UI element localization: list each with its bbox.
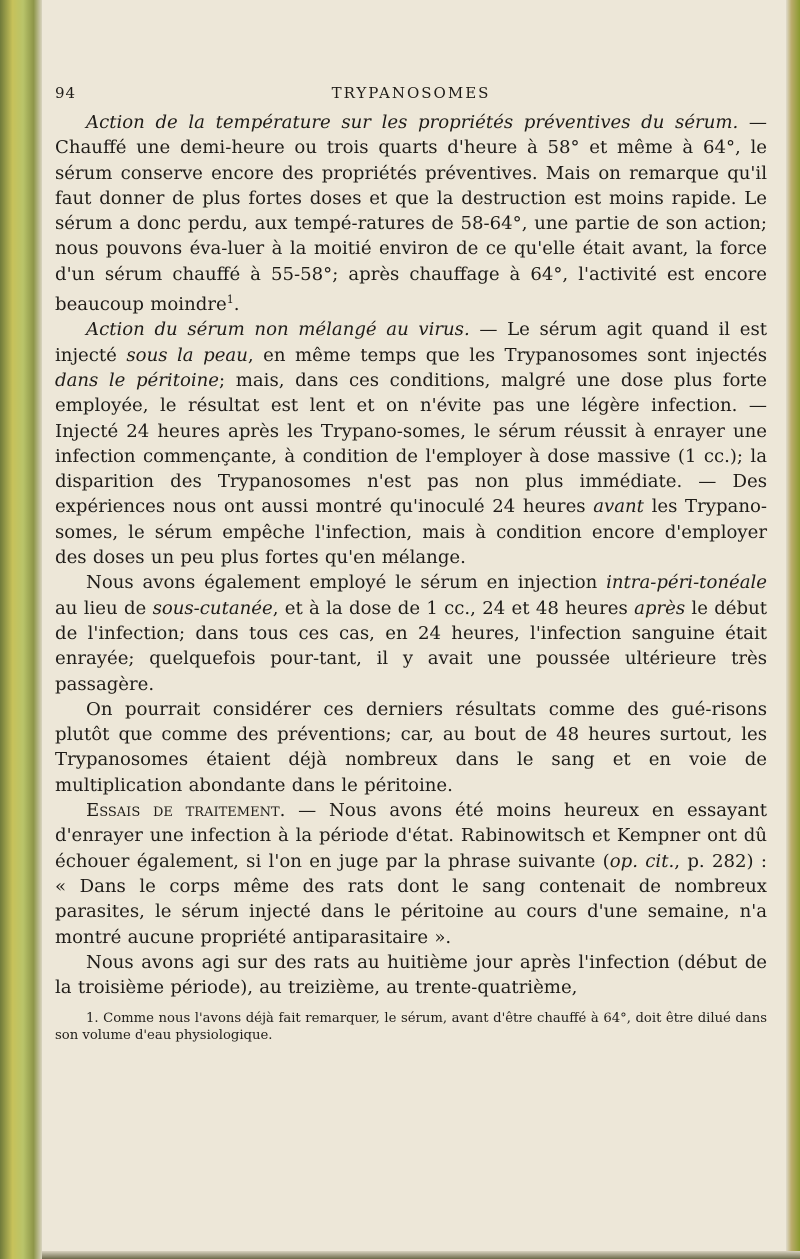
footnote: 1. Comme nous l'avons déjà fait remarquer, le sérum, avant d'être chauffé à 64°, doit être dilué dans son volume d'eau physiologique. [55, 1011, 767, 1044]
emphasis: intra-péri-tonéale [606, 572, 767, 594]
paragraph-text: On pourrait considérer ces derniers résultats comme des gué-risons plutôt que comme des préventions; car, au bout de 48 heures surtout, les Trypanosomes étaient déjà nombreux dans le sang et en voie de multiplication abondante dans le péritoine. [55, 698, 767, 796]
paragraph-intraperitoneal [55, 570, 767, 696]
emphasis: après [634, 597, 686, 619]
paragraph-rats [55, 950, 767, 1001]
paragraph-text: , p. 282) : « Dans le corps même des rats dont le sang contenait de nombreux parasites, le sérum injecté dans le péritoine au cours d'une semaine, n'a montré aucune propriété antiparasitaire ». [55, 850, 768, 948]
emphasis: dans le péritoine [55, 370, 220, 391]
footnotes [55, 1010, 767, 1044]
emphasis: avant [593, 496, 644, 518]
paragraph-text: , et à la dose de 1 cc., 24 et 48 heures [272, 597, 635, 619]
page-header [55, 84, 767, 110]
emphasis: sous-cutanée [152, 597, 273, 619]
paragraph-cures [55, 697, 767, 798]
body-text [55, 110, 767, 1000]
section-lead: Essais de traitement. [86, 800, 286, 822]
paragraph-text: au lieu de [55, 597, 153, 619]
emphasis: sous la peau [126, 344, 248, 366]
book-spine-edge [0, 0, 42, 1259]
paragraph-temperature [55, 110, 767, 317]
paragraph-text: , en même temps que les Trypanosomes sont injectés [247, 344, 767, 366]
paragraph-text: Nous avons également employé le sérum en injection [86, 572, 607, 594]
page-bottom-edge [42, 1251, 800, 1259]
paragraph-text: les Trypano-somes, le sérum empêche l'infection, mais à condition encore d'employer des doses un peu plus fortes qu'en mélange. [55, 496, 767, 569]
paragraph-text: le début de l'infection; dans tous ces cas, en 24 heures, l'infection sanguine était enrayée; quelquefois pour-tant, il y avait une poussée ultérieure très passagère. [55, 597, 767, 695]
paragraph-treatment [55, 798, 767, 950]
emphasis: op. cit. [609, 850, 675, 872]
paragraph-text: . [233, 294, 240, 316]
page-right-edge [786, 0, 800, 1259]
paragraph-unmixed-serum [55, 317, 767, 570]
paragraph-text: — Nous avons été moins heureux en essayant d'enrayer une infection à la période d'état. Rabinowitsch et Kempner ont dû échouer également, si l'on en juge par la phrase suivante ( [55, 800, 767, 872]
paragraph-text: — Le sérum agit quand il est injecté [55, 319, 767, 366]
paragraph-text: — Chauffé une demi-heure ou trois quarts d'heure à 58° et même à 64°, le sérum conserve encore des propriétés préventives. Mais on remarque qu'il faut donner de plus fortes doses et que la destruction est moins rapide. Le sérum a donc perdu, aux tempé-ratures de 58-64°, une partie de son action; nous pouvons éva-luer à la moitié environ de ce qu'elle était avant, la force d'un sérum chauffé à 55-58°; après chauffage à 64°, l'activité est encore beaucoup moindre [55, 112, 767, 316]
book-page [55, 84, 767, 1044]
running-head: TRYPANOSOMES [331, 84, 491, 102]
footnote-ref: 1 [226, 293, 234, 307]
section-lead: Action du sérum non mélangé au virus. [86, 319, 470, 341]
paragraph-text: Nous avons agi sur des rats au huitième jour après l'infection (début de la troisième période), au treizième, au trente-quatrième, [55, 951, 767, 999]
page-number: 94 [55, 84, 77, 102]
section-lead: Action de la température sur les propriétés préventives du sérum. [86, 112, 739, 133]
paragraph-text: ; mais, dans ces conditions, malgré une dose plus forte employée, le résultat est lent et on n'évite pas une légère infection. — Injecté 24 heures après les Trypano-somes, le sérum réussit à enrayer une infection commençante, à condition de l'employer à dose massive (1 cc.); la disparition des Trypanosomes n'est pas non plus immédiate. — Des expériences nous ont aussi montré qu'inoculé 24 heures [55, 370, 767, 518]
